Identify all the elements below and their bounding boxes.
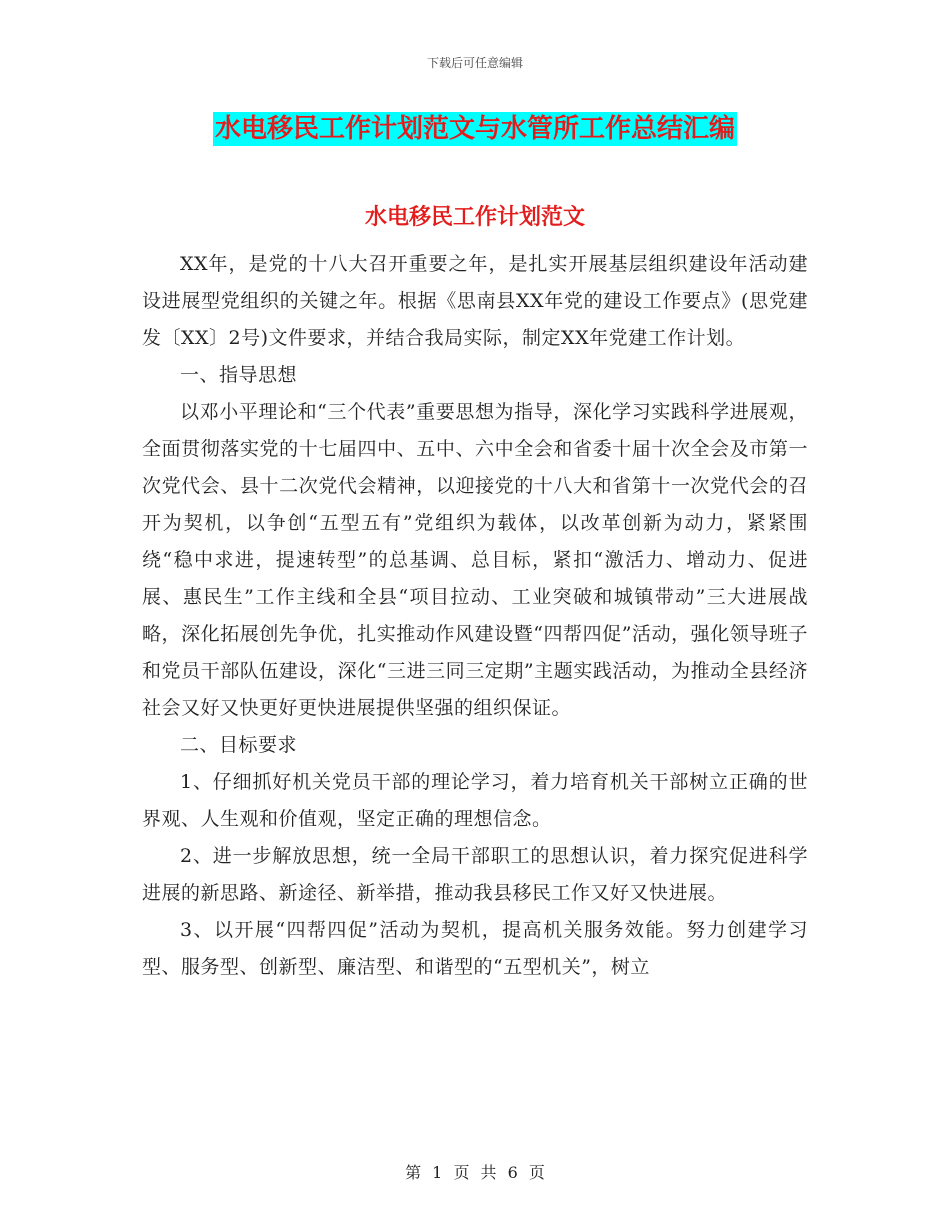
page-footer xyxy=(0,1160,950,1183)
heading-guiding-ideology: 一、指导思想 xyxy=(180,364,298,386)
list-item: 1、仔细抓好机关党员干部的理论学习，着力培育机关干部树立正确的世界观、人生观和价值观，坚定正确的理想信念。 xyxy=(142,771,808,830)
current-page-number: 1 xyxy=(432,1163,443,1182)
section-title: 水电移民工作计划范文 xyxy=(364,205,585,230)
footer-prefix: 第 xyxy=(405,1163,422,1182)
paragraph: XX年，是党的十八大召开重要之年，是扎实开展基层组织建设年活动建设进展型党组织的关键之年。根据《思南县XX年党的建设工作要点》(思党建发〔XX〕2号)文件要求，并结合我局实际，制定XX年党建工作计划。 xyxy=(142,253,808,349)
document-body xyxy=(142,246,808,986)
paragraph: 以邓小平理论和“三个代表”重要思想为指导，深化学习实践科学进展观，全面贯彻落实党的十七届四中、五中、六中全会和省委十届十次全会及市第一次党代会、县十二次党代会精神，以迎接党的十八大和省第十一次党代会的召开为契机，以争创“五型五有”党组织为载体，以改革创新为动力，紧紧围绕“稳中求进，提速转型”的总基调、总目标，紧扣“激活力、增动力、促进展、惠民生”工作主线和全县“项目拉动、工业突破和城镇带动”三大进展战略，深化拓展创先争优，扎实推动作风建设暨“四帮四促”活动，强化领导班子和党员干部队伍建设，深化“三进三同三定期”主题实践活动，为推动全县经济社会又好又快更好更快进展提供坚强的组织保证。 xyxy=(142,401,808,719)
document-title xyxy=(0,112,950,146)
header-note: 下载后可任意编辑 xyxy=(426,56,523,70)
footer-middle: 页 共 xyxy=(453,1163,497,1182)
list-item: 3、以开展“四帮四促”活动为契机，提高机关服务效能。努力创建学习型、服务型、创新型、廉洁型、和谐型的“五型机关”，树立 xyxy=(142,919,808,978)
heading-goals: 二、目标要求 xyxy=(180,734,298,756)
total-page-count: 6 xyxy=(507,1163,518,1182)
document-title-text: 水电移民工作计划范文与水管所工作总结汇编 xyxy=(214,114,735,144)
list-item: 2、进一步解放思想，统一全局干部职工的思想认识，着力探究促进科学进展的新思路、新途径、新举措，推动我县移民工作又好又快进展。 xyxy=(142,845,808,904)
footer-suffix: 页 xyxy=(528,1163,545,1182)
